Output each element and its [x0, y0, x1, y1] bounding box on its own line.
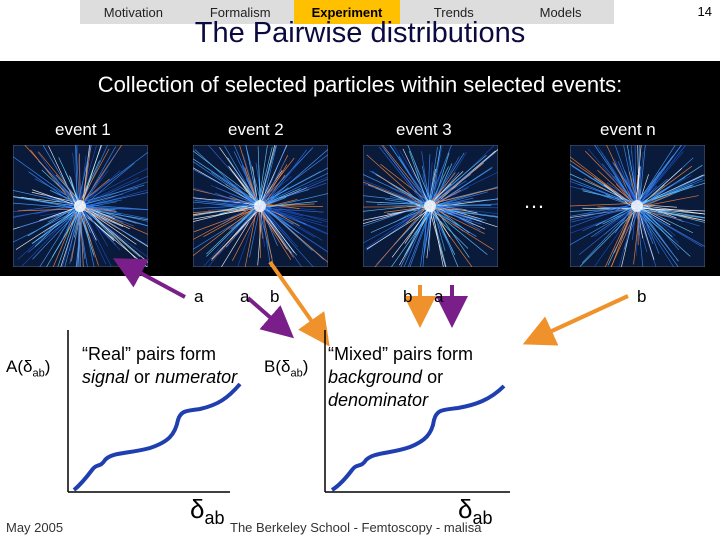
nav-experiment[interactable]: Experiment [294, 0, 401, 24]
particle-label-b3: b [637, 287, 647, 306]
particle-label-a2: a [240, 287, 250, 306]
footer-date: May 2005 [6, 520, 64, 535]
left-plot-curve [74, 384, 240, 490]
particle-label-b2: b [403, 287, 413, 306]
particle-label-b1: b [270, 287, 280, 306]
right-x-axis-label: $\delta_{ab}$ [458, 494, 493, 529]
footer-credit: The Berkeley School - Femtoscopy - malisa [230, 520, 482, 535]
band-subtitle: Collection of selected particles within selected events: [97, 72, 623, 97]
particle-label-a1: a [194, 287, 204, 306]
purple-arrow-a2 [248, 298, 288, 333]
event-label-n: event n [600, 120, 656, 139]
purple-arrow-a [120, 262, 185, 297]
nav-models[interactable]: Models [539, 4, 582, 20]
nav-formalism[interactable]: Formalism [209, 4, 271, 20]
nav-motivation[interactable]: Motivation [103, 4, 164, 20]
particle-label-a3: a [434, 287, 444, 306]
orange-arrow-b3 [530, 296, 628, 341]
event-label-3: event 3 [396, 120, 452, 139]
right-function-label: $B(\delta_{ab})$ [264, 357, 309, 380]
nav-trends[interactable]: Trends [433, 4, 474, 20]
left-plot-description: “Real” pairs form signal or numerator [82, 344, 238, 387]
left-function-label: $A(\delta_{ab})$ [6, 357, 51, 380]
page-number: 14 [697, 4, 712, 19]
event-label-2: event 2 [228, 120, 284, 139]
left-x-axis-label: $\delta_{ab}$ [190, 494, 225, 529]
right-plot-description: “Mixed” pairs form background or denominator [328, 344, 474, 410]
event-label-1: event 1 [55, 120, 111, 139]
ellipsis: … [523, 188, 545, 213]
slide-title: The Pairwise distributions [194, 17, 526, 49]
